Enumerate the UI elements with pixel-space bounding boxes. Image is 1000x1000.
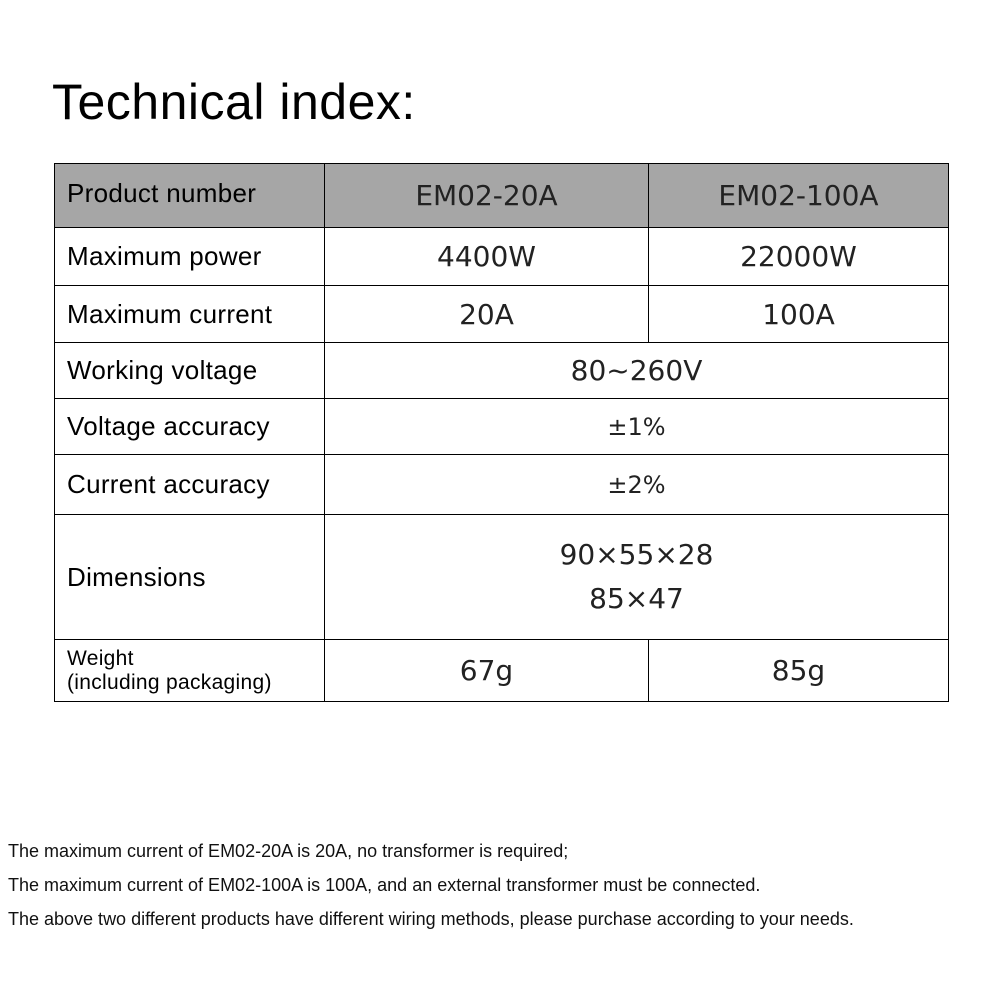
row-label-max-power: Maximum power [55,228,325,286]
table-row [55,228,949,286]
table-row [55,343,949,399]
table-row [55,515,949,640]
weight-label-line-2: (including packaging) [67,670,272,694]
weight-20a: 67g [325,640,649,702]
page-title: Technical index: [52,74,416,130]
current-accuracy-value: ±2% [325,455,949,515]
header-label: Product number [55,164,325,228]
note-line: The maximum current of EM02-20A is 20A, no transformer is required; [8,841,569,861]
table-row [55,455,949,515]
weight-label-line-1: Weight [67,646,134,670]
note-line: The maximum current of EM02-100A is 100A, and an external transformer must be connected. [8,875,761,895]
table-row [55,640,949,702]
spec-table [54,163,949,702]
max-power-20a: 4400W [325,228,649,286]
note-line: The above two different products have different wiring methods, please purchase according to your needs. [8,909,854,929]
table-row [55,399,949,455]
header-model-20a: EM02-20A [325,164,649,228]
table-row [55,286,949,343]
dimensions-value [325,515,949,640]
row-label-voltage-accuracy: Voltage accuracy [55,399,325,455]
header-model-100a: EM02-100A [649,164,949,228]
weight-100a: 85g [649,640,949,702]
max-power-100a: 22000W [649,228,949,286]
dimensions-line-1: 90×55×28 [559,538,714,571]
row-label-working-voltage: Working voltage [55,343,325,399]
row-label-current-accuracy: Current accuracy [55,455,325,515]
row-label-max-current: Maximum current [55,286,325,343]
voltage-accuracy-value: ±1% [325,399,949,455]
max-current-20a: 20A [325,286,649,343]
working-voltage-value: 80~260V [325,343,949,399]
row-label-weight [55,640,325,702]
table-header-row [55,164,949,228]
dimensions-line-2: 85×47 [589,582,684,615]
row-label-dimensions: Dimensions [55,515,325,640]
max-current-100a: 100A [649,286,949,343]
notes-block [8,834,854,936]
